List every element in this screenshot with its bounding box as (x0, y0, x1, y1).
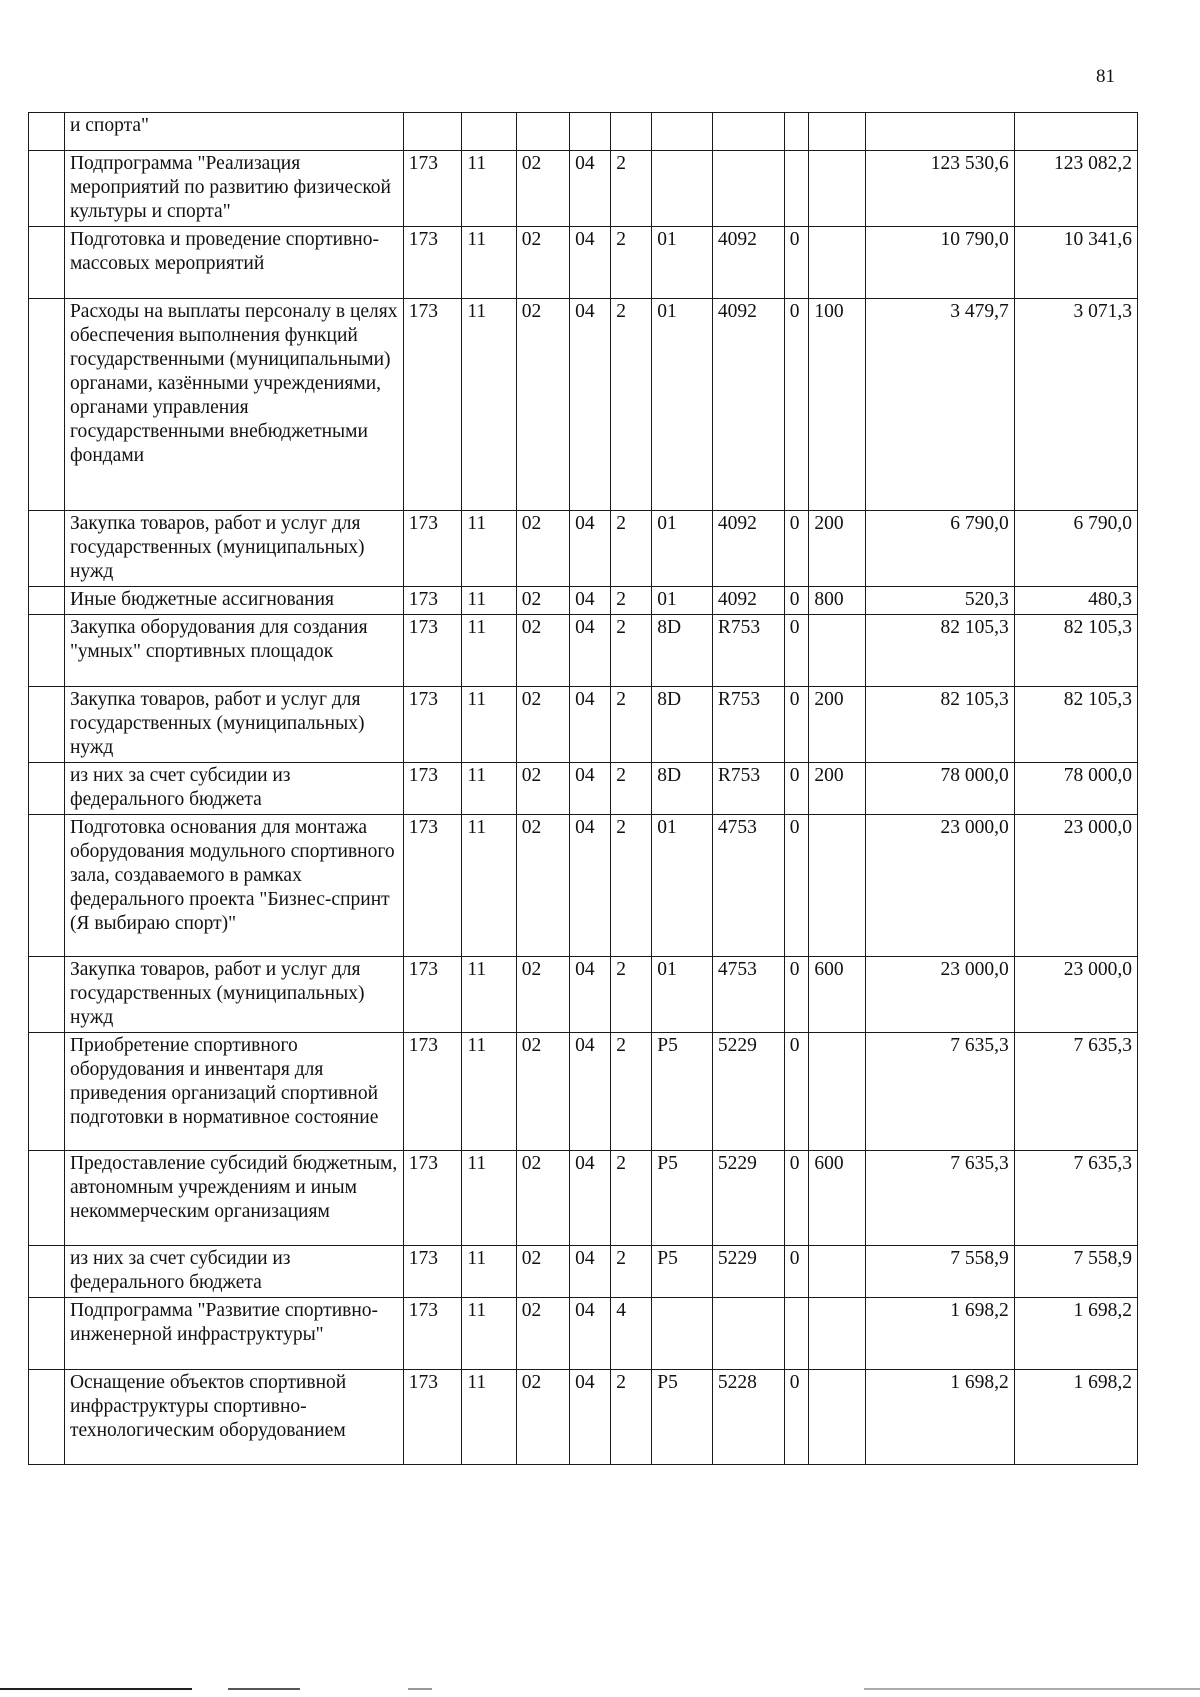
sum-year1-cell: 7 635,3 (865, 1151, 1014, 1246)
row-number-cell (29, 1298, 65, 1370)
section-code-cell: 11 (462, 615, 516, 687)
extra-code-cell: 0 (784, 1033, 809, 1151)
expense-type-cell (809, 113, 865, 151)
section-code-cell: 11 (462, 1298, 516, 1370)
expense-type-cell: 100 (809, 299, 865, 511)
table-row (29, 615, 1138, 687)
description-cell: Подпрограмма "Реализация мероприятий по развитию физической культуры и спорта" (64, 151, 403, 227)
program-code-cell: 04 (570, 1370, 611, 1465)
subsection-code-cell (516, 113, 569, 151)
section-code-cell: 11 (462, 227, 516, 299)
direction-code-cell: 4753 (712, 815, 784, 957)
sum-year2-cell: 7 635,3 (1014, 1033, 1137, 1151)
ministry-code-cell: 173 (403, 1033, 462, 1151)
ministry-code-cell: 173 (403, 587, 462, 615)
program-code-cell: 04 (570, 1033, 611, 1151)
extra-code-cell: 0 (784, 1151, 809, 1246)
description-cell: Расходы на выплаты персоналу в целях обеспечения выполнения функций государственными (муниципальными) органами, казёнными учреждениями, органами управления государственными внебюджетными фондами (64, 299, 403, 511)
subprogram-code-cell: 2 (611, 957, 652, 1033)
sum-year1-cell: 123 530,6 (865, 151, 1014, 227)
event-code-cell: 8D (652, 687, 713, 763)
event-code-cell (652, 151, 713, 227)
ministry-code-cell: 173 (403, 1298, 462, 1370)
section-code-cell: 11 (462, 1033, 516, 1151)
extra-code-cell: 0 (784, 1370, 809, 1465)
event-code-cell: P5 (652, 1033, 713, 1151)
subprogram-code-cell: 2 (611, 1246, 652, 1298)
table-row (29, 113, 1138, 151)
sum-year1-cell: 7 558,9 (865, 1246, 1014, 1298)
section-code-cell: 11 (462, 1246, 516, 1298)
sum-year1-cell: 1 698,2 (865, 1298, 1014, 1370)
subsection-code-cell: 02 (516, 587, 569, 615)
sum-year2-cell: 23 000,0 (1014, 815, 1137, 957)
direction-code-cell (712, 151, 784, 227)
direction-code-cell: 4092 (712, 587, 784, 615)
section-code-cell: 11 (462, 151, 516, 227)
direction-code-cell: 5229 (712, 1033, 784, 1151)
sum-year1-cell: 78 000,0 (865, 763, 1014, 815)
extra-code-cell: 0 (784, 687, 809, 763)
subsection-code-cell: 02 (516, 815, 569, 957)
sum-year2-cell: 6 790,0 (1014, 511, 1137, 587)
ministry-code-cell: 173 (403, 1246, 462, 1298)
extra-code-cell: 0 (784, 615, 809, 687)
ministry-code-cell: 173 (403, 615, 462, 687)
expense-type-cell: 200 (809, 687, 865, 763)
program-code-cell: 04 (570, 511, 611, 587)
row-number-cell (29, 763, 65, 815)
row-number-cell (29, 1033, 65, 1151)
expense-type-cell (809, 1033, 865, 1151)
program-code-cell: 04 (570, 763, 611, 815)
ministry-code-cell: 173 (403, 299, 462, 511)
ministry-code-cell: 173 (403, 763, 462, 815)
subprogram-code-cell: 2 (611, 227, 652, 299)
direction-code-cell: 4092 (712, 299, 784, 511)
expense-type-cell: 800 (809, 587, 865, 615)
sum-year2-cell: 10 341,6 (1014, 227, 1137, 299)
sum-year1-cell: 7 635,3 (865, 1033, 1014, 1151)
ministry-code-cell: 173 (403, 957, 462, 1033)
subprogram-code-cell (611, 113, 652, 151)
direction-code-cell: R753 (712, 615, 784, 687)
program-code-cell: 04 (570, 227, 611, 299)
section-code-cell (462, 113, 516, 151)
table-row (29, 815, 1138, 957)
sum-year2-cell: 78 000,0 (1014, 763, 1137, 815)
extra-code-cell: 0 (784, 763, 809, 815)
subprogram-code-cell: 2 (611, 763, 652, 815)
sum-year1-cell (865, 113, 1014, 151)
expense-type-cell (809, 615, 865, 687)
sum-year2-cell: 1 698,2 (1014, 1370, 1137, 1465)
direction-code-cell: R753 (712, 687, 784, 763)
table-row (29, 511, 1138, 587)
expense-type-cell (809, 151, 865, 227)
section-code-cell: 11 (462, 1151, 516, 1246)
description-cell: Подпрограмма "Развитие спортивно-инженерной инфраструктуры" (64, 1298, 403, 1370)
expense-type-cell: 200 (809, 511, 865, 587)
table-row (29, 1298, 1138, 1370)
row-number-cell (29, 151, 65, 227)
section-code-cell: 11 (462, 511, 516, 587)
extra-code-cell: 0 (784, 587, 809, 615)
description-cell: Закупка оборудования для создания "умных" спортивных площадок (64, 615, 403, 687)
sum-year2-cell (1014, 113, 1137, 151)
subsection-code-cell: 02 (516, 1246, 569, 1298)
direction-code-cell (712, 1298, 784, 1370)
section-code-cell: 11 (462, 587, 516, 615)
event-code-cell: P5 (652, 1370, 713, 1465)
extra-code-cell: 0 (784, 1246, 809, 1298)
subprogram-code-cell: 2 (611, 1033, 652, 1151)
expense-type-cell (809, 1370, 865, 1465)
event-code-cell: 8D (652, 615, 713, 687)
program-code-cell: 04 (570, 1151, 611, 1246)
subsection-code-cell: 02 (516, 299, 569, 511)
subprogram-code-cell: 2 (611, 587, 652, 615)
table-row (29, 227, 1138, 299)
row-number-cell (29, 615, 65, 687)
ministry-code-cell: 173 (403, 687, 462, 763)
extra-code-cell: 0 (784, 227, 809, 299)
description-cell: Закупка товаров, работ и услуг для государственных (муниципальных) нужд (64, 957, 403, 1033)
direction-code-cell: 4092 (712, 511, 784, 587)
extra-code-cell (784, 113, 809, 151)
sum-year1-cell: 82 105,3 (865, 615, 1014, 687)
extra-code-cell: 0 (784, 511, 809, 587)
event-code-cell (652, 1298, 713, 1370)
program-code-cell: 04 (570, 299, 611, 511)
ministry-code-cell: 173 (403, 511, 462, 587)
sum-year2-cell: 82 105,3 (1014, 615, 1137, 687)
table-row (29, 1033, 1138, 1151)
scan-edge-line (0, 1688, 1200, 1690)
sum-year2-cell: 23 000,0 (1014, 957, 1137, 1033)
direction-code-cell: 5229 (712, 1151, 784, 1246)
sum-year2-cell: 480,3 (1014, 587, 1137, 615)
budget-table (28, 112, 1138, 1465)
subprogram-code-cell: 2 (611, 815, 652, 957)
event-code-cell: P5 (652, 1246, 713, 1298)
event-code-cell: 01 (652, 815, 713, 957)
description-cell: Закупка товаров, работ и услуг для государственных (муниципальных) нужд (64, 511, 403, 587)
row-number-cell (29, 1151, 65, 1246)
section-code-cell: 11 (462, 957, 516, 1033)
table-row (29, 151, 1138, 227)
direction-code-cell: 4753 (712, 957, 784, 1033)
subprogram-code-cell: 4 (611, 1298, 652, 1370)
subprogram-code-cell: 2 (611, 687, 652, 763)
subsection-code-cell: 02 (516, 957, 569, 1033)
table-row (29, 299, 1138, 511)
table-row (29, 763, 1138, 815)
direction-code-cell: 5229 (712, 1246, 784, 1298)
description-cell: и спорта" (64, 113, 403, 151)
sum-year2-cell: 82 105,3 (1014, 687, 1137, 763)
event-code-cell: 01 (652, 299, 713, 511)
subsection-code-cell: 02 (516, 151, 569, 227)
program-code-cell: 04 (570, 957, 611, 1033)
subsection-code-cell: 02 (516, 1033, 569, 1151)
table-row (29, 587, 1138, 615)
sum-year1-cell: 1 698,2 (865, 1370, 1014, 1465)
event-code-cell: 8D (652, 763, 713, 815)
direction-code-cell: 4092 (712, 227, 784, 299)
row-number-cell (29, 1370, 65, 1465)
row-number-cell (29, 113, 65, 151)
event-code-cell: P5 (652, 1151, 713, 1246)
expense-type-cell (809, 227, 865, 299)
ministry-code-cell: 173 (403, 151, 462, 227)
extra-code-cell (784, 151, 809, 227)
subsection-code-cell: 02 (516, 615, 569, 687)
subprogram-code-cell: 2 (611, 151, 652, 227)
direction-code-cell: R753 (712, 763, 784, 815)
program-code-cell: 04 (570, 151, 611, 227)
sum-year1-cell: 82 105,3 (865, 687, 1014, 763)
description-cell: Подготовка и проведение спортивно-массовых мероприятий (64, 227, 403, 299)
sum-year1-cell: 23 000,0 (865, 815, 1014, 957)
program-code-cell: 04 (570, 1298, 611, 1370)
subprogram-code-cell: 2 (611, 1151, 652, 1246)
description-cell: Подготовка основания для монтажа оборудования модульного спортивного зала, создаваемого в рамках федерального проекта "Бизнес-спринт (Я выбираю спорт)" (64, 815, 403, 957)
section-code-cell: 11 (462, 1370, 516, 1465)
ministry-code-cell: 173 (403, 227, 462, 299)
sum-year2-cell: 7 635,3 (1014, 1151, 1137, 1246)
program-code-cell: 04 (570, 687, 611, 763)
program-code-cell (570, 113, 611, 151)
expense-type-cell: 200 (809, 763, 865, 815)
table-row (29, 1151, 1138, 1246)
description-cell: Иные бюджетные ассигнования (64, 587, 403, 615)
program-code-cell: 04 (570, 587, 611, 615)
extra-code-cell (784, 1298, 809, 1370)
sum-year2-cell: 7 558,9 (1014, 1246, 1137, 1298)
sum-year2-cell: 3 071,3 (1014, 299, 1137, 511)
sum-year2-cell: 123 082,2 (1014, 151, 1137, 227)
subprogram-code-cell: 2 (611, 299, 652, 511)
sum-year2-cell: 1 698,2 (1014, 1298, 1137, 1370)
event-code-cell: 01 (652, 511, 713, 587)
row-number-cell (29, 1246, 65, 1298)
ministry-code-cell (403, 113, 462, 151)
subsection-code-cell: 02 (516, 763, 569, 815)
ministry-code-cell: 173 (403, 1151, 462, 1246)
row-number-cell (29, 815, 65, 957)
section-code-cell: 11 (462, 815, 516, 957)
expense-type-cell (809, 1246, 865, 1298)
expense-type-cell: 600 (809, 957, 865, 1033)
expense-type-cell (809, 1298, 865, 1370)
row-number-cell (29, 587, 65, 615)
ministry-code-cell: 173 (403, 815, 462, 957)
section-code-cell: 11 (462, 687, 516, 763)
subsection-code-cell: 02 (516, 227, 569, 299)
subsection-code-cell: 02 (516, 1151, 569, 1246)
page-number: 81 (1096, 66, 1115, 87)
sum-year1-cell: 23 000,0 (865, 957, 1014, 1033)
subprogram-code-cell: 2 (611, 511, 652, 587)
expense-type-cell (809, 815, 865, 957)
program-code-cell: 04 (570, 615, 611, 687)
description-cell: Оснащение объектов спортивной инфраструктуры спортивно-технологическим оборудованием (64, 1370, 403, 1465)
event-code-cell: 01 (652, 227, 713, 299)
row-number-cell (29, 299, 65, 511)
subprogram-code-cell: 2 (611, 1370, 652, 1465)
section-code-cell: 11 (462, 763, 516, 815)
subsection-code-cell: 02 (516, 1298, 569, 1370)
section-code-cell: 11 (462, 299, 516, 511)
description-cell: из них за счет субсидии из федерального бюджета (64, 763, 403, 815)
table-row (29, 957, 1138, 1033)
table-row (29, 687, 1138, 763)
event-code-cell (652, 113, 713, 151)
description-cell: Приобретение спортивного оборудования и инвентаря для приведения организаций спортивной подготовки в нормативное состояние (64, 1033, 403, 1151)
row-number-cell (29, 687, 65, 763)
table-row (29, 1370, 1138, 1465)
direction-code-cell: 5228 (712, 1370, 784, 1465)
table-row (29, 1246, 1138, 1298)
sum-year1-cell: 520,3 (865, 587, 1014, 615)
subsection-code-cell: 02 (516, 687, 569, 763)
event-code-cell: 01 (652, 587, 713, 615)
row-number-cell (29, 227, 65, 299)
subprogram-code-cell: 2 (611, 615, 652, 687)
sum-year1-cell: 6 790,0 (865, 511, 1014, 587)
subsection-code-cell: 02 (516, 1370, 569, 1465)
extra-code-cell: 0 (784, 957, 809, 1033)
budget-table-body (29, 113, 1138, 1465)
ministry-code-cell: 173 (403, 1370, 462, 1465)
program-code-cell: 04 (570, 815, 611, 957)
sum-year1-cell: 10 790,0 (865, 227, 1014, 299)
subsection-code-cell: 02 (516, 511, 569, 587)
program-code-cell: 04 (570, 1246, 611, 1298)
description-cell: из них за счет субсидии из федерального бюджета (64, 1246, 403, 1298)
sum-year1-cell: 3 479,7 (865, 299, 1014, 511)
extra-code-cell: 0 (784, 299, 809, 511)
description-cell: Предоставление субсидий бюджетным, автономным учреждениям и иным некоммерческим организациям (64, 1151, 403, 1246)
expense-type-cell: 600 (809, 1151, 865, 1246)
row-number-cell (29, 957, 65, 1033)
event-code-cell: 01 (652, 957, 713, 1033)
description-cell: Закупка товаров, работ и услуг для государственных (муниципальных) нужд (64, 687, 403, 763)
direction-code-cell (712, 113, 784, 151)
extra-code-cell: 0 (784, 815, 809, 957)
row-number-cell (29, 511, 65, 587)
